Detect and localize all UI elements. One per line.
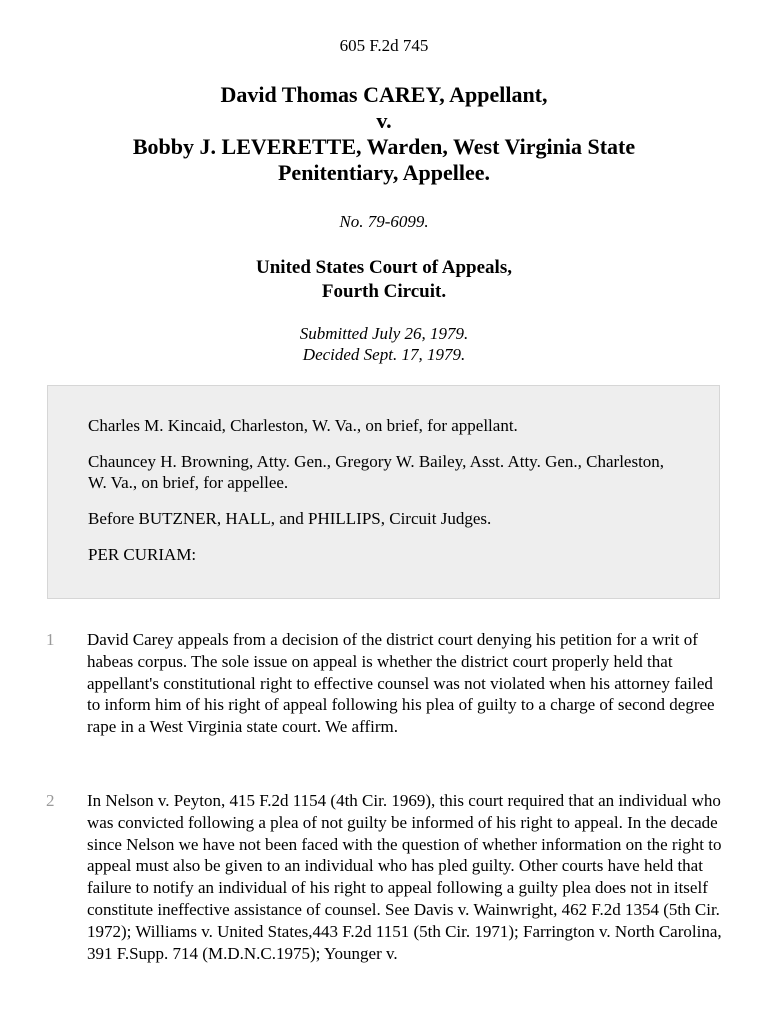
court-name-line2: Fourth Circuit. — [321, 281, 447, 302]
paragraph-number: 2 — [46, 791, 55, 810]
counsel-box — [47, 385, 720, 599]
judges-panel: Before BUTZNER, HALL, and PHILLIPS, Circuit Judges. — [88, 509, 492, 528]
paragraph-text: David Carey appeals from a decision of the district court denying his petition for a writ of habeas corpus. The sole issue on appeal is whether the district court properly held that appellant's constitutional right to effective counsel was not violated when his attorney failed to inform him of his right of appeal following his plea of guilty to a charge of second degree rape in a West Virginia state court. We affirm. — [87, 630, 715, 737]
paragraph-number: 1 — [46, 630, 55, 649]
appellant-name: David Thomas CAREY, Appellant, — [220, 82, 548, 107]
appellee-counsel: Chauncey H. Browning, Atty. Gen., Gregory W. Bailey, Asst. Atty. Gen., Charleston, W. Va., on brief, for appellee. — [88, 452, 665, 492]
court-name — [0, 256, 768, 304]
docket-number: No. 79-6099. — [339, 212, 429, 231]
per-curiam-label: PER CURIAM: — [88, 545, 197, 564]
case-citation: 605 F.2d 745 — [339, 36, 429, 55]
decided-date: Decided Sept. 17, 1979. — [302, 345, 466, 364]
case-caption — [0, 82, 768, 186]
paragraph-text: In Nelson v. Peyton, 415 F.2d 1154 (4th Cir. 1969), this court required that an individual who was convicted following a plea of not guilty be informed of his right to appeal. In the decade since Nelson we have not been faced with the question of whether information on the right to appeal must also be given to an individual who has pled guilty. Other courts have held that failure to notify an individual of his right to appeal following a guilty plea does not in itself constitute ineffective assistance of counsel. See Davis v. Wainwright, 462 F.2d 1354 (5th Cir. 1972); Williams v. United States,443 F.2d 1151 (5th Cir. 1971); Farrington v. North Carolina, 391 F.Supp. 714 (M.D.N.C.1975); Younger v. — [87, 791, 722, 963]
decision-dates — [0, 323, 768, 365]
versus-label: v. — [376, 108, 392, 133]
appellant-counsel: Charles M. Kincaid, Charleston, W. Va., on brief, for appellant. — [88, 416, 518, 435]
appellee-name-line2: Penitentiary, Appellee. — [277, 160, 491, 185]
appellee-name-line1: Bobby J. LEVERETTE, Warden, West Virginia State — [132, 134, 636, 159]
court-name-line1: United States Court of Appeals, — [256, 257, 512, 278]
submitted-date: Submitted July 26, 1979. — [299, 324, 469, 343]
